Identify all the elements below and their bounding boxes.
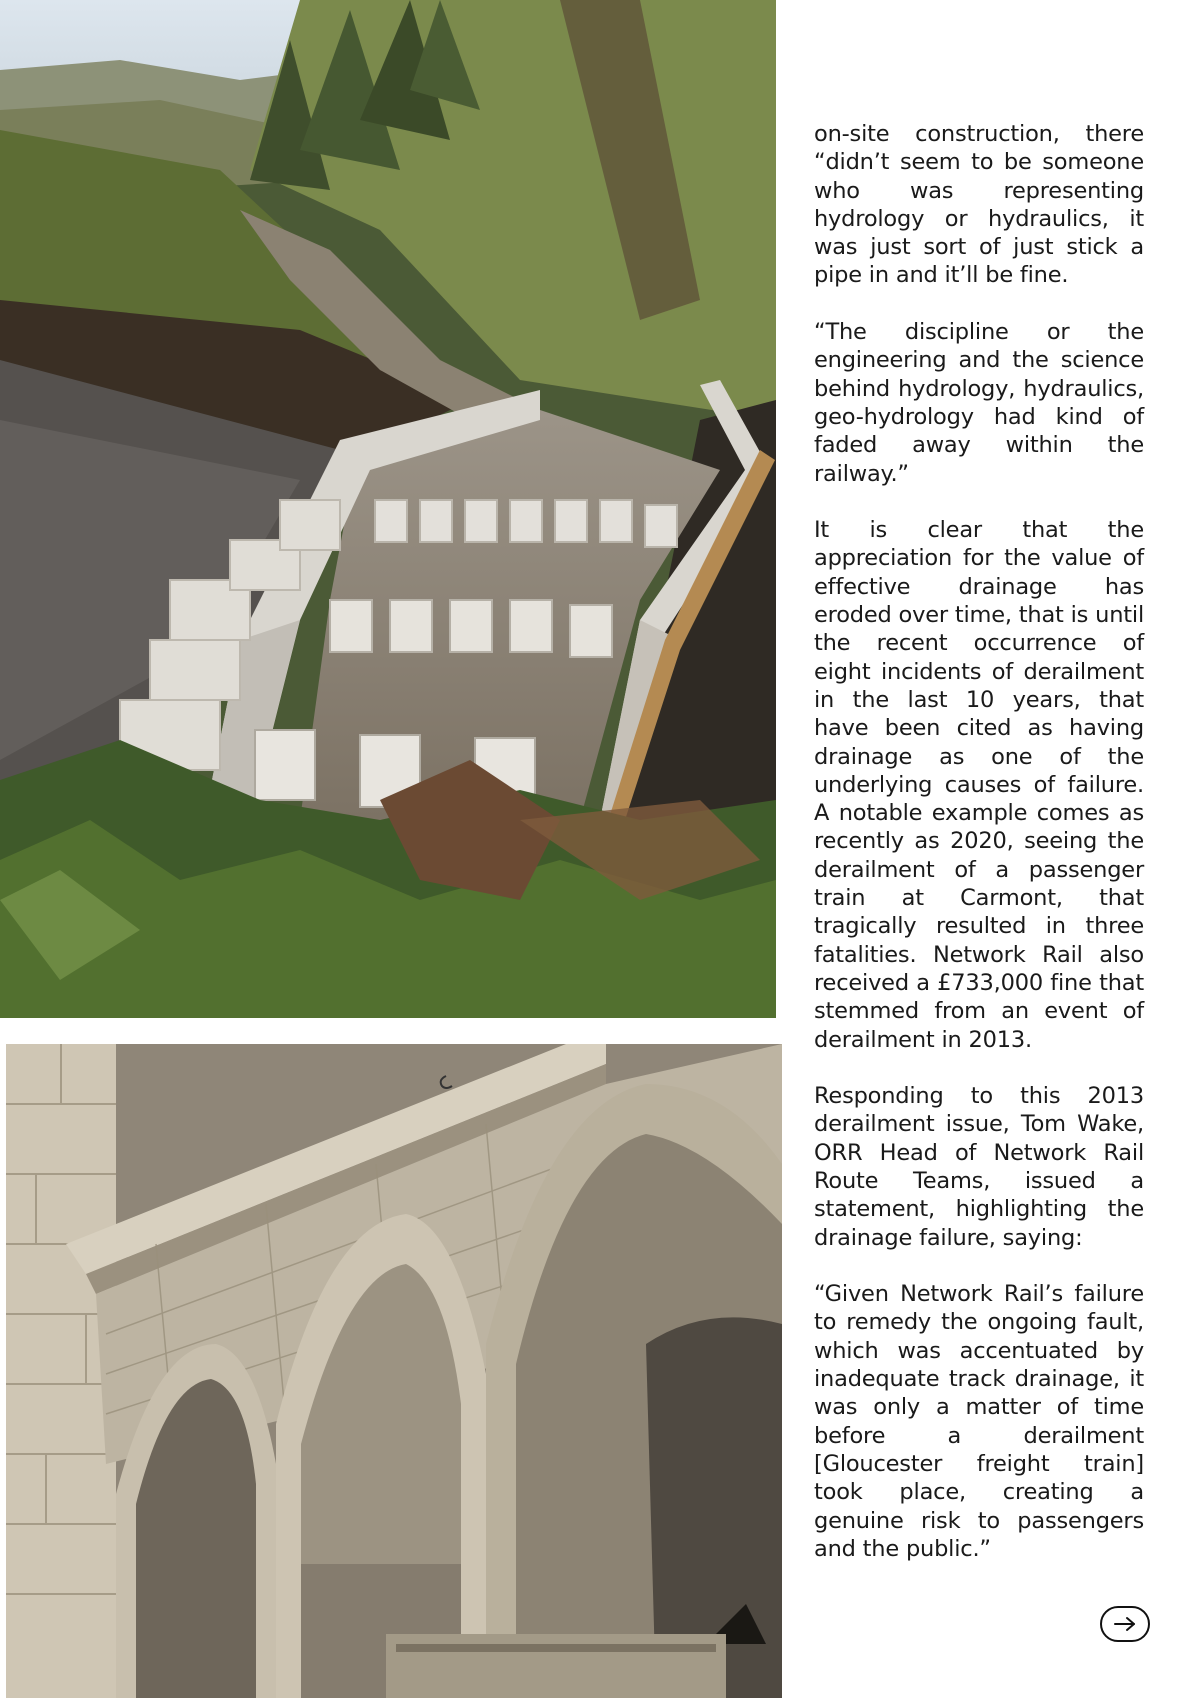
paragraph-3: It is clear that the appreciation for the value of effective drainage has eroded over time, that is until the recent occurrence of eight incidents of derailment in the last 10 years, that have been cited as having drainage as one of the underlying causes of failure. A notable example comes as recently as 2020, seeing the derailment of a passenger train at Carmont, that tragically resulted in three fatalities. Network Rail also received a £733,000 fine that stemmed from an event of derailment in 2013. bbox=[814, 517, 1145, 1053]
paragraph-1: on-site construction, there “didn’t seem to be someone who was representing hydrology or hydraulics, it was just sort of just stick a pipe in and it’ll be fine. bbox=[814, 121, 1144, 289]
stone-arches-photo bbox=[6, 1044, 782, 1698]
article-body bbox=[814, 120, 1144, 1591]
drainage-channel-photo bbox=[0, 0, 776, 1018]
arrow-right-icon bbox=[1112, 1615, 1138, 1633]
paragraph-4: Responding to this 2013 derailment issue, Tom Wake, ORR Head of Network Rail Route Teams, issued a statement, highlighting the drainage failure, saying: bbox=[814, 1083, 1144, 1251]
next-page-button[interactable] bbox=[1100, 1606, 1150, 1642]
paragraph-5: “Given Network Rail’s failure to remedy the ongoing fault, which was accentuated by inadequate track drainage, it was only a matter of time before a derailment [Gloucester freight train] took place, creating a genuine risk to passengers and the public.” bbox=[814, 1281, 1144, 1562]
paragraph-2: “The discipline or the engineering and the science behind hydrology, hydraulics, geo-hydrology had kind of faded away within the railway.” bbox=[814, 319, 1144, 487]
